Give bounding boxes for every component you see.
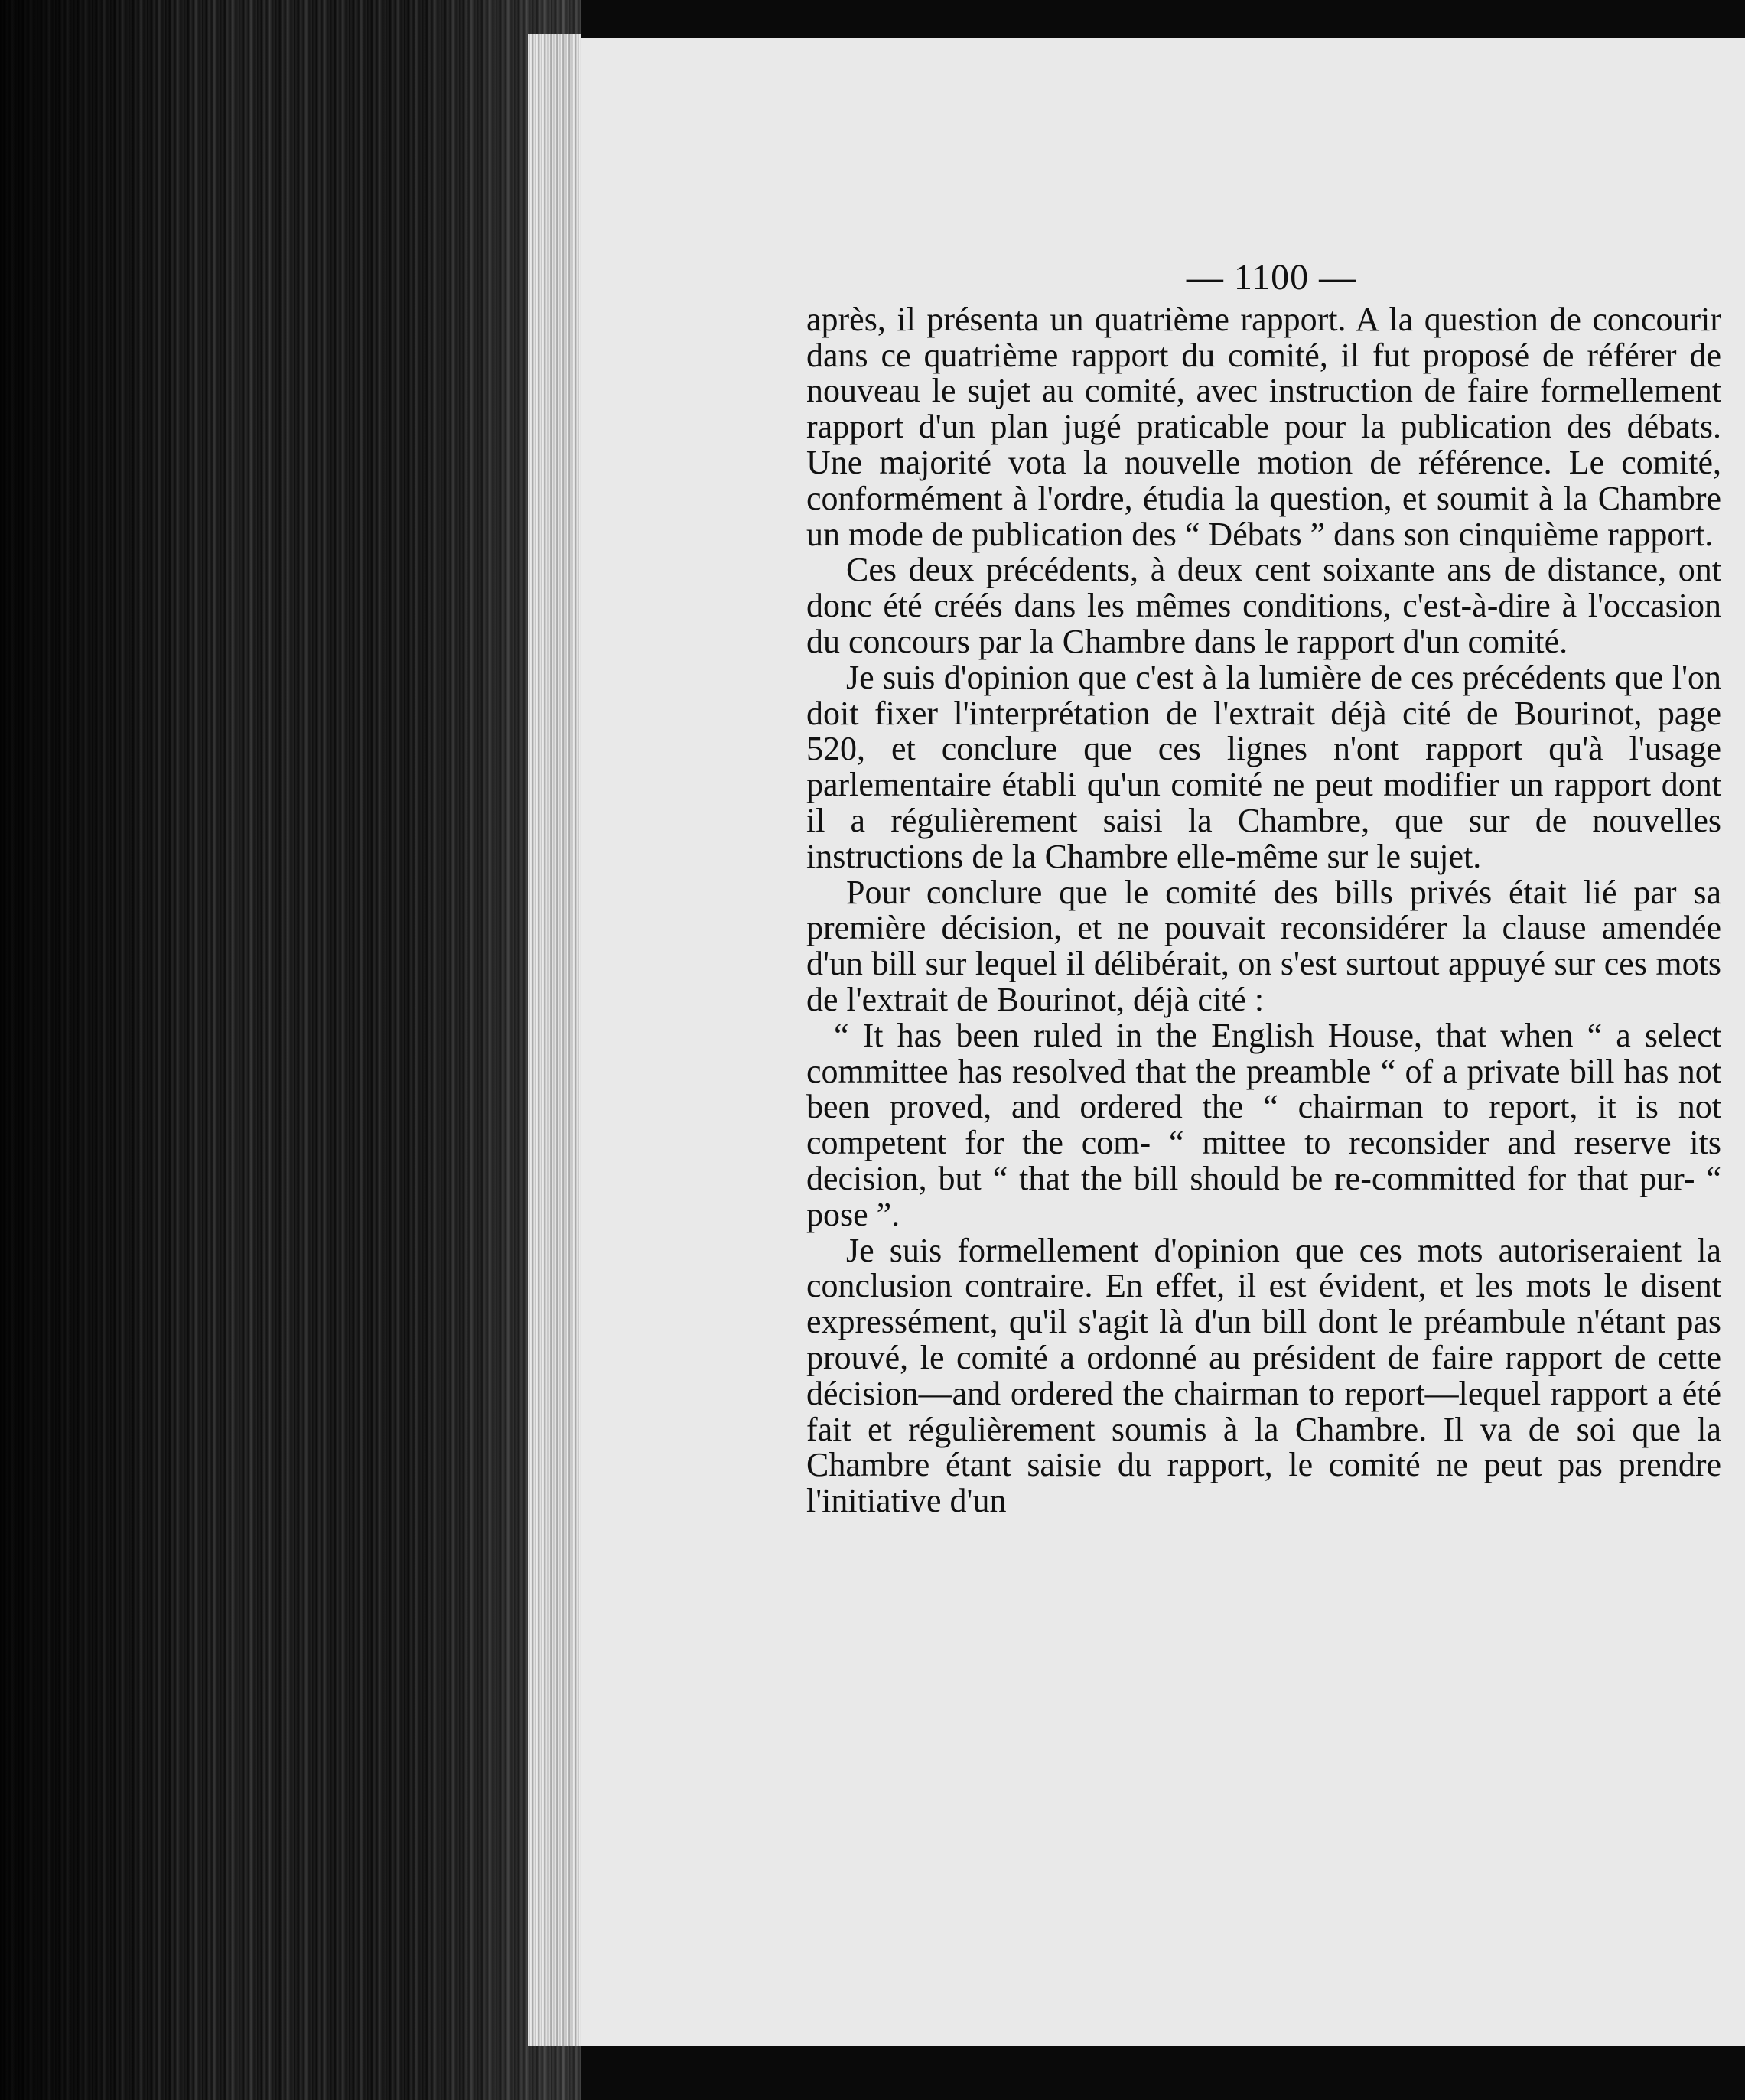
- page-number: — 1100 —: [1186, 257, 1357, 298]
- paragraph: Je suis d'opinion que c'est à la lumière de ces précédents que l'on doit fixer l'interprétation de l'extrait déjà cité de Bourinot, page 520, et conclure que ces lignes n'ont rapport qu'à l'usage parlementaire établi qu'un comité ne peut modifier un rapport dont il a régulièrement saisi la Chambre, que sur de nouvelles instructions de la Chambre elle-même sur le sujet.: [806, 658, 1721, 875]
- paragraph: Je suis formellement d'opinion que ces mots autoriseraient la conclusion contraire. En effet, il est évident, et les mots le disent expressément, qu'il s'agit là d'un bill dont le préambule n'étant pas prouvé, le comité a ordonné au président de faire rapport de cette décision—and ordered the chairman to report—lequel rapport a été fait et régulièrement soumis à la Chambre. Il va de soi que la Chambre étant saisie du rapport, le comité ne peut pas prendre l'initiative d'un: [806, 1231, 1721, 1520]
- paragraph: Pour conclure que le comité des bills privés était lié par sa première décision, et ne pouvait reconsidérer la clause amendée d'un bill sur lequel il délibérait, on s'est surtout appuyé sur ces mots de l'extrait de Bourinot, déjà cité :: [806, 873, 1721, 1018]
- page-text-column: [806, 257, 1721, 1520]
- book-page: [581, 38, 1745, 2046]
- paragraph: après, il présenta un quatrième rapport. A la question de concourir dans ce quatrième rapport du comité, il fut proposé de référer de nouveau le sujet au comité, avec instruction de faire formellement rapport d'un plan jugé praticable pour la publication des débats. Une majorité vota la nouvelle motion de référence. Le comité, conformément à l'ordre, étudia la question, et soumit à la Chambre un mode de publication des “ Débats ” dans son cinquième rapport.: [806, 300, 1721, 553]
- scanned-book-edge: [0, 0, 581, 2100]
- page-stack-edge: [528, 34, 581, 2046]
- english-quote: “ It has been ruled in the English House, that when “ a select committee has resolved that the preamble “ of a private bill has not been proved, and ordered the “ chairman to report, it is not competent for the com- “ mittee to reconsider and reserve its decision, but “ that the bill should be re-committed for that pur- “ pose ”.: [806, 1016, 1721, 1233]
- paragraph: Ces deux précédents, à deux cent soixante ans de distance, ont donc été créés dans les mêmes conditions, c'est-à-dire à l'occasion du concours par la Chambre dans le rapport d'un comité.: [806, 551, 1721, 660]
